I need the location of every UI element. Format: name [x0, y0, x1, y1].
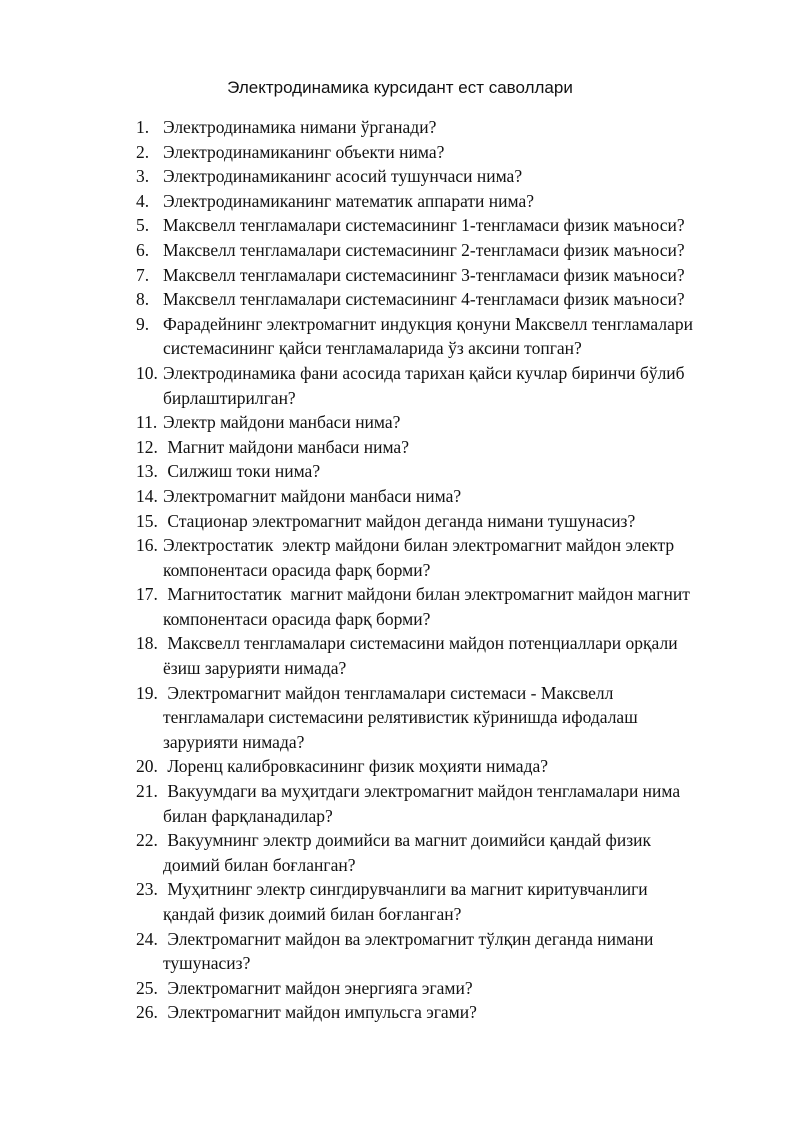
question-text: [163, 189, 756, 214]
question-text-line: Вакуумнинг электр доимийси ва магнит доимийси қандай физик: [163, 830, 652, 851]
question-text: [163, 140, 756, 165]
question-text-line: тушунасиз?: [163, 953, 251, 974]
question-text-line: доимий билан боғланган?: [163, 854, 356, 875]
question-item: [136, 976, 756, 1001]
question-text-line: Максвелл тенгламалари системасининг 4-тенгламаси физик маъноси?: [163, 289, 685, 310]
question-number: 15.: [136, 510, 158, 531]
question-text: [163, 410, 756, 435]
question-text: [163, 681, 756, 755]
question-number: 26.: [136, 1002, 158, 1023]
question-text: [163, 435, 756, 460]
question-item: [136, 828, 756, 877]
question-text-line: Электростатик электр майдони билан электромагнит майдон электр: [163, 535, 675, 556]
question-text-line: Электродинамика нимани ўрганади?: [163, 117, 437, 137]
question-text-line: компонентаси орасида фарқ борми?: [163, 559, 431, 580]
question-item: [136, 361, 756, 410]
question-text-line: Максвелл тенгламалари системасининг 2-тенгламаси физик маъноси?: [163, 239, 685, 260]
question-number: 11.: [136, 412, 158, 433]
question-text-line: Электр майдони манбаси нима?: [163, 412, 401, 433]
question-number: 1.: [136, 117, 150, 137]
question-number: 13.: [136, 461, 158, 482]
question-number: 12.: [136, 436, 158, 457]
question-number: 25.: [136, 977, 158, 998]
question-item: [136, 312, 756, 361]
question-text-line: тенгламалари системасини релятивистик кўринишда ифодалаш: [163, 707, 638, 728]
question-item: [136, 533, 756, 582]
question-item: [136, 927, 756, 976]
question-text-line: Максвелл тенгламалари системасини майдон потенциаллари орқали: [163, 633, 678, 654]
question-text-line: Электромагнит майдон энергияга эгами?: [163, 977, 473, 998]
question-text-line: Максвелл тенгламалари системасининг 1-тенгламаси физик маъноси?: [163, 215, 685, 236]
question-number: 5.: [136, 215, 150, 236]
question-item: [136, 779, 756, 828]
question-text-line: Максвелл тенгламалари системасининг 3-тенгламаси физик маъноси?: [163, 264, 685, 285]
question-number: 18.: [136, 633, 158, 654]
question-text-line: Муҳитнинг электр сингдирувчанлиги ва магнит киритувчанлиги: [163, 879, 648, 900]
question-text: [163, 1000, 756, 1025]
question-text: [163, 976, 756, 1001]
question-number: 22.: [136, 830, 158, 851]
question-item: [136, 484, 756, 509]
question-text-line: бирлаштирилган?: [163, 387, 296, 408]
question-number: 4.: [136, 190, 150, 211]
question-text-line: Электродинамиканинг объекти нима?: [163, 141, 445, 162]
question-text-line: билан фарқланадилар?: [163, 805, 333, 826]
question-text: [163, 213, 756, 238]
question-number: 7.: [136, 264, 150, 285]
question-text: [163, 115, 756, 140]
question-item: [136, 263, 756, 288]
question-text-line: Магнитостатик магнит майдони билан электромагнит майдон магнит: [163, 584, 690, 605]
question-text: [163, 877, 756, 926]
question-text-line: Электромагнит майдони манбаси нима?: [163, 485, 462, 506]
question-text: [163, 287, 756, 312]
question-item: [136, 238, 756, 263]
question-text-line: зарурияти нимада?: [163, 731, 305, 752]
question-item: [136, 877, 756, 926]
question-text-line: Стационар электромагнит майдон деганда нимани тушунасиз?: [163, 510, 636, 531]
question-item: [136, 459, 756, 484]
question-text-line: Вакуумдаги ва муҳитдаги электромагнит майдон тенгламалари нима: [163, 781, 681, 802]
question-number: 16.: [136, 535, 158, 556]
question-text: [163, 459, 756, 484]
question-text-line: Электродинамиканинг асосий тушунчаси нима?: [163, 166, 523, 187]
question-text-line: Электромагнит майдон тенгламалари системаси - Максвелл: [163, 682, 614, 703]
question-text-line: қандай физик доимий билан боғланган?: [163, 904, 462, 924]
question-text: [163, 927, 756, 976]
question-number: 9.: [136, 313, 150, 334]
question-number: 3.: [136, 166, 150, 187]
question-text-line: Электродинамиканинг математик аппарати нима?: [163, 190, 534, 211]
question-text-line: ёзиш зарурияти нимада?: [163, 658, 347, 679]
question-item: [136, 140, 756, 165]
question-item: [136, 410, 756, 435]
document-title: Электродинамика курсидант ест саволлари: [227, 78, 573, 97]
question-text: [163, 312, 756, 361]
question-number: 19.: [136, 682, 158, 703]
question-number: 21.: [136, 781, 158, 802]
question-text: [163, 238, 756, 263]
question-text-line: Электромагнит майдон импульсга эгами?: [163, 1002, 477, 1023]
question-text: [163, 533, 756, 582]
question-item: [136, 189, 756, 214]
question-text: [163, 263, 756, 288]
question-item: [136, 582, 756, 631]
question-text: [163, 582, 756, 631]
question-text: [163, 361, 756, 410]
question-text-line: Магнит майдони манбаси нима?: [163, 436, 409, 457]
question-text-line: Электромагнит майдон ва электромагнит тўлқин деганда нимани: [163, 928, 654, 949]
question-text-line: Лоренц калибровкасининг физик моҳияти нимада?: [163, 756, 549, 777]
question-text-line: Электродинамика фани асосида тарихан қайси кучлар биринчи бўлиб: [163, 362, 685, 383]
question-text-line: Силжиш токи нима?: [163, 461, 321, 482]
question-item: [136, 287, 756, 312]
question-list: [136, 115, 756, 1025]
question-text: [163, 164, 756, 189]
question-item: [136, 1000, 756, 1025]
question-number: 20.: [136, 756, 158, 777]
question-number: 24.: [136, 928, 158, 949]
question-text: [163, 779, 756, 828]
question-text: [163, 754, 756, 779]
question-number: 6.: [136, 239, 150, 260]
question-text-line: компонентаси орасида фарқ борми?: [163, 608, 431, 629]
question-item: [136, 631, 756, 680]
question-text-line: системасининг қайси тенгламаларида ўз аксини топган?: [163, 338, 582, 359]
question-number: 10.: [136, 362, 158, 383]
question-text: [163, 828, 756, 877]
question-number: 14.: [136, 485, 158, 506]
question-item: [136, 681, 756, 755]
question-text: [163, 631, 756, 680]
question-item: [136, 115, 756, 140]
question-item: [136, 164, 756, 189]
question-number: 8.: [136, 289, 150, 310]
question-text-line: Фарадейнинг электромагнит индукция қонуни Максвелл тенгламалари: [163, 313, 693, 334]
question-text: [163, 484, 756, 509]
question-text: [163, 509, 756, 534]
question-item: [136, 509, 756, 534]
question-number: 2.: [136, 141, 150, 162]
question-item: [136, 754, 756, 779]
question-item: [136, 435, 756, 460]
question-number: 17.: [136, 584, 158, 605]
question-item: [136, 213, 756, 238]
question-number: 23.: [136, 879, 158, 900]
